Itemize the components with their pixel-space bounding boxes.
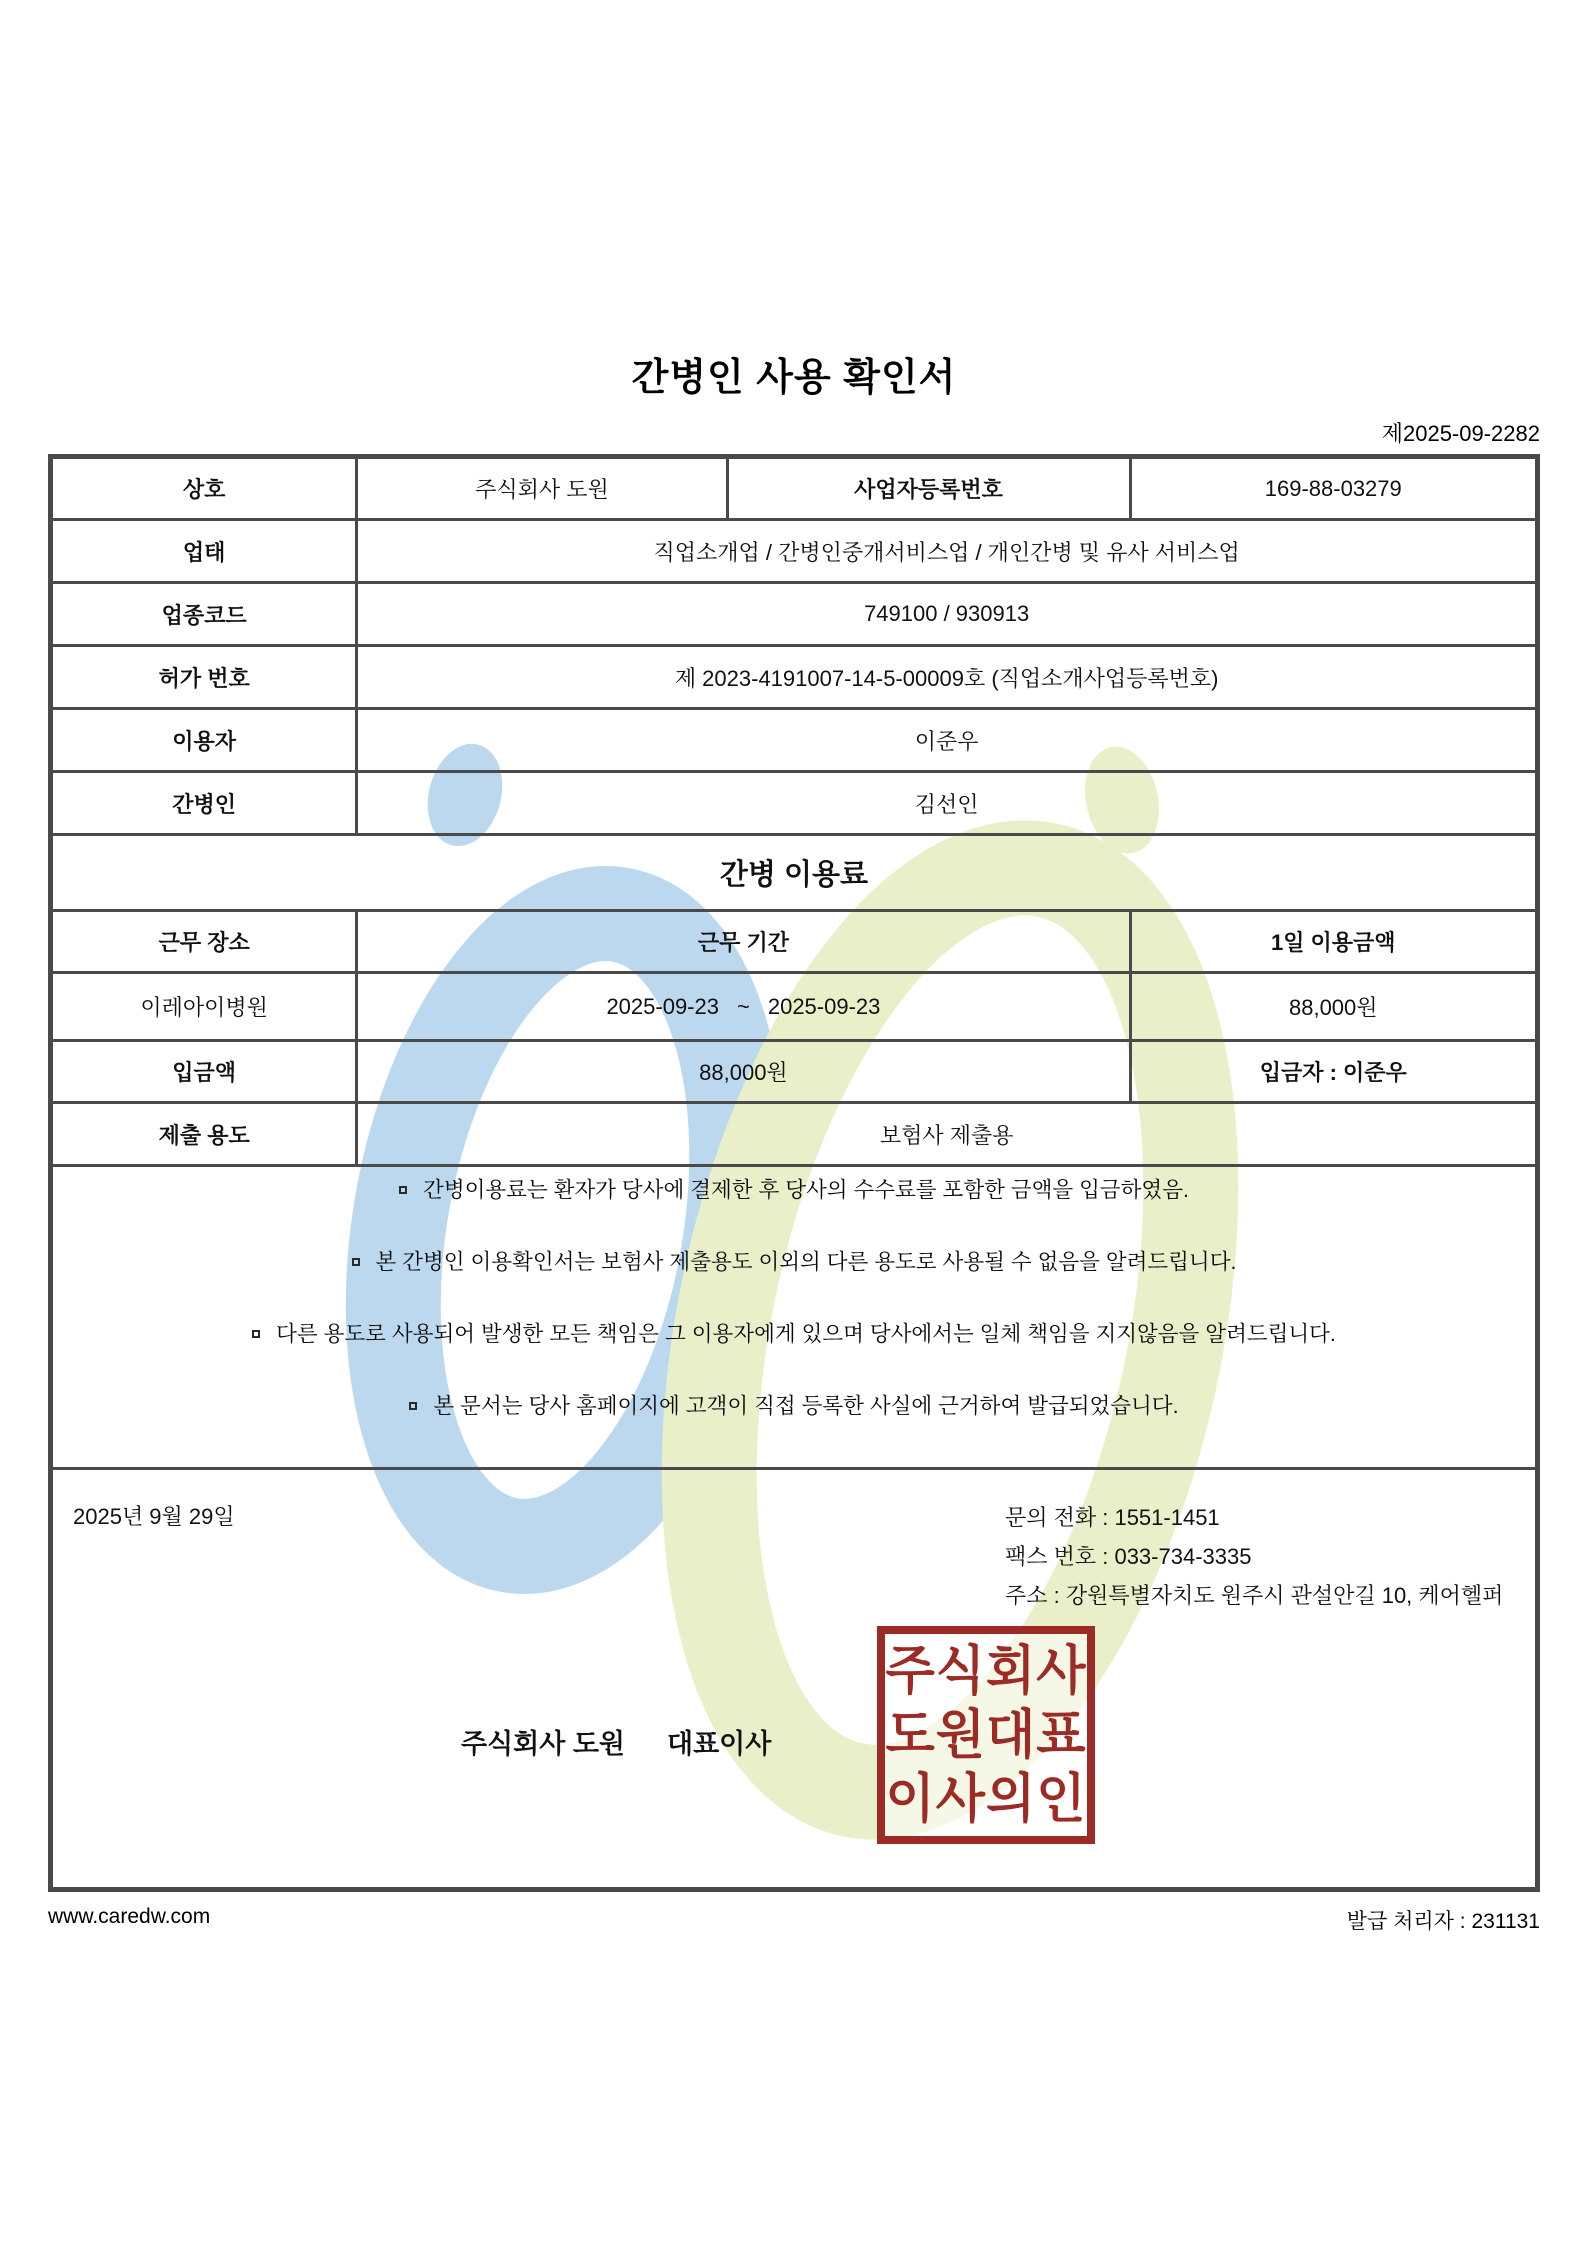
table-row-industry-code <box>51 583 1538 646</box>
website-url: www.caredw.com <box>48 1905 211 1928</box>
work-place-value: 이레아이병원 <box>51 973 357 1041</box>
contact-phone: 문의 전화 : 1551-1451 <box>1005 1505 1220 1530</box>
note-item <box>59 1245 1529 1276</box>
table-row-fee-data <box>51 973 1538 1041</box>
signature-line <box>461 1722 771 1761</box>
user-value: 이준우 <box>357 709 1538 772</box>
period-end: 2025-09-23 <box>767 993 881 1019</box>
note-item <box>59 1389 1529 1420</box>
note-text: 다른 용도로 사용되어 발생한 모든 책임은 그 이용자에게 있으며 당사에서는 일체 책임을 지지않음을 알려드립니다. <box>276 1322 1336 1346</box>
table-row-deposit <box>51 1041 1538 1103</box>
company-value: 주식회사 도원 <box>357 457 727 520</box>
page-footer <box>48 1905 1540 1935</box>
square-bullet-icon <box>409 1402 417 1410</box>
company-seal-stamp <box>877 1626 1095 1844</box>
table-row-purpose <box>51 1103 1538 1166</box>
notes-section <box>51 1166 1538 1469</box>
table-row-user <box>51 709 1538 772</box>
issue-date: 2025년 9월 29일 <box>73 1504 235 1529</box>
daily-fee-value: 88,000원 <box>1130 973 1537 1041</box>
work-place-header: 근무 장소 <box>51 911 357 973</box>
period-start: 2025-09-23 <box>606 993 719 1019</box>
contact-address: 주소 : 강원특별자치도 원주시 관설안길 10, 케어헬퍼 <box>1005 1583 1504 1608</box>
signature-role: 대표이사 <box>667 1729 772 1759</box>
biz-no-label: 사업자등록번호 <box>727 457 1130 520</box>
note-text: 간병이용료는 환자가 당사에 결제한 후 당사의 수수료를 포함한 금액을 입금하였음. <box>423 1178 1189 1202</box>
note-item <box>59 1173 1529 1204</box>
contact-block <box>1005 1498 1503 1615</box>
contact-fax: 팩스 번호 : 033-734-3335 <box>1005 1544 1252 1569</box>
table-row-fee-section-title <box>51 835 1538 911</box>
note-item <box>59 1317 1529 1348</box>
note-text: 본 문서는 당사 홈페이지에 고객이 직접 등록한 사실에 근거하여 발급되었습니다. <box>433 1394 1179 1418</box>
biz-no-value: 169-88-03279 <box>1130 457 1537 520</box>
stamp-line: 이사의인 <box>885 1768 1087 1829</box>
table-row-permit-no <box>51 646 1538 709</box>
doc-number: 제2025-09-2282 <box>1381 421 1540 446</box>
square-bullet-icon <box>252 1330 260 1338</box>
caregiver-label: 간병인 <box>51 772 357 835</box>
table-row-caregiver <box>51 772 1538 835</box>
daily-fee-header: 1일 이용금액 <box>1130 911 1537 973</box>
fee-section-title: 간병 이용료 <box>51 835 1538 911</box>
stamp-line: 주식회사 <box>885 1640 1087 1701</box>
note-text: 본 간병인 이용확인서는 보험사 제출용도 이외의 다른 용도로 사용될 수 없음을 알려드립니다. <box>375 1250 1237 1274</box>
table-row-business-type <box>51 520 1538 583</box>
deposit-label: 입금액 <box>51 1041 357 1103</box>
caregiver-value: 김선인 <box>357 772 1538 835</box>
business-type-value: 직업소개업 / 간병인중개서비스업 / 개인간병 및 유사 서비스업 <box>357 520 1538 583</box>
table-row-notes <box>51 1166 1538 1469</box>
square-bullet-icon <box>352 1258 360 1266</box>
square-bullet-icon <box>399 1186 407 1194</box>
depositor-value: 입금자 : 이준우 <box>1130 1041 1537 1103</box>
company-label: 상호 <box>51 457 357 520</box>
permit-no-label: 허가 번호 <box>51 646 357 709</box>
purpose-value: 보험사 제출용 <box>357 1103 1538 1166</box>
purpose-label: 제출 용도 <box>51 1103 357 1166</box>
signature-company: 주식회사 도원 <box>461 1729 625 1759</box>
page-title: 간병인 사용 확인서 <box>631 357 957 399</box>
closing-section <box>51 1469 1538 1890</box>
permit-no-value: 제 2023-4191007-14-5-00009호 (직업소개사업등록번호) <box>357 646 1538 709</box>
work-period-value <box>357 973 1130 1041</box>
industry-code-label: 업종코드 <box>51 583 357 646</box>
table-row-closing <box>51 1469 1538 1890</box>
period-tilde: ~ <box>736 993 750 1019</box>
table-row-fee-headers <box>51 911 1538 973</box>
issuer-id: 발급 처리자 : 231131 <box>1346 1910 1540 1933</box>
deposit-amount: 88,000원 <box>357 1041 1130 1103</box>
work-period-header: 근무 기간 <box>357 911 1130 973</box>
user-label: 이용자 <box>51 709 357 772</box>
business-type-label: 업태 <box>51 520 357 583</box>
industry-code-value: 749100 / 930913 <box>357 583 1538 646</box>
stamp-line: 도원대표 <box>885 1704 1087 1765</box>
table-row-company <box>51 457 1538 520</box>
info-table <box>48 454 1540 1892</box>
